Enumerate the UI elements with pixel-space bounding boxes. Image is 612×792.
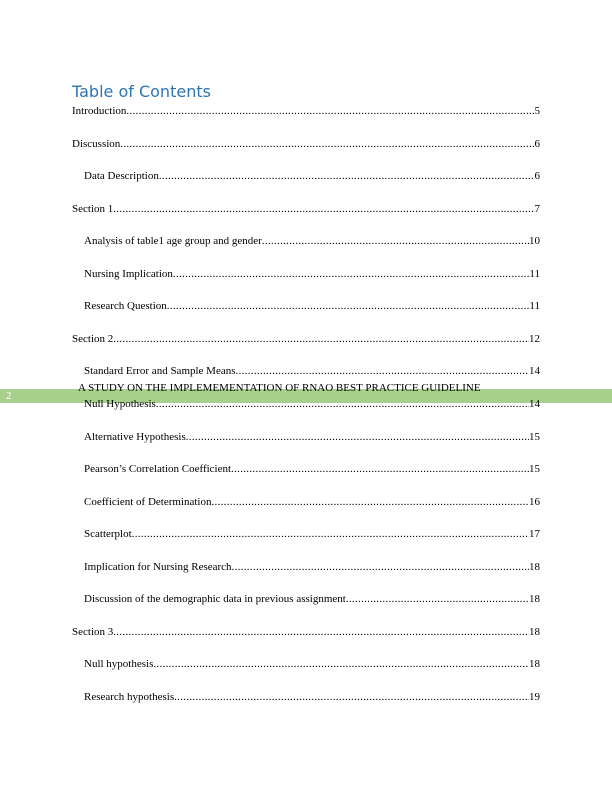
toc-leader-dots — [211, 495, 529, 509]
toc-entry-page: 19 — [529, 690, 540, 703]
toc-leader-dots — [126, 104, 534, 118]
toc-entry[interactable] — [84, 397, 540, 411]
toc-entry[interactable] — [84, 592, 540, 606]
toc-entry[interactable] — [72, 202, 540, 216]
toc-entry-page: 15 — [529, 463, 540, 476]
toc-entry[interactable] — [84, 169, 540, 183]
toc-entry-label: Section 2 — [72, 332, 114, 345]
toc-entry[interactable] — [84, 560, 540, 574]
toc-leader-dots — [113, 625, 529, 639]
toc-leader-dots — [156, 397, 529, 411]
toc-entry-page: 11 — [529, 267, 540, 280]
toc-entry-page: 6 — [534, 170, 540, 183]
toc-entry[interactable] — [84, 430, 540, 444]
toc-leader-dots — [173, 267, 530, 281]
toc-entry-page: 16 — [529, 495, 540, 508]
toc-leader-dots — [236, 364, 529, 378]
toc-leader-dots — [167, 299, 530, 313]
toc-leader-dots — [159, 169, 535, 183]
toc-entry-label: Introduction — [72, 105, 127, 117]
toc-entry-page: 18 — [529, 593, 540, 606]
toc-entry-page: 6 — [534, 137, 540, 150]
toc-entry-label: Discussion of the demographic data in previous assignment — [84, 593, 346, 606]
toc-entry-page: 18 — [529, 625, 540, 638]
toc-leader-dots — [132, 527, 529, 541]
toc-entry-label: Research hypothesis — [84, 690, 175, 703]
toc-leader-dots — [186, 430, 529, 444]
toc-entry-label: Nursing Implication — [84, 267, 173, 280]
toc-entry-page: 12 — [529, 332, 540, 345]
toc-leader-dots — [174, 690, 529, 704]
toc-entry[interactable] — [72, 625, 540, 639]
toc-title: Table of Contents — [72, 82, 211, 101]
toc-entry[interactable] — [84, 234, 540, 248]
toc-entry-label: Standard Error and Sample Means — [84, 365, 236, 378]
toc-entry[interactable] — [72, 104, 540, 118]
toc-leader-dots — [120, 137, 534, 151]
toc-entry-page: 18 — [529, 658, 540, 671]
toc-entry[interactable] — [84, 462, 540, 476]
toc-leader-dots — [153, 657, 529, 671]
toc-entry-label: Discussion — [72, 137, 121, 150]
toc-entry-label: Scatterplot — [84, 528, 132, 541]
toc-leader-dots — [262, 234, 529, 248]
toc-entry-label: Coefficient of Determination — [84, 495, 212, 508]
toc-entry-page: 11 — [529, 300, 540, 313]
toc-entry-label: Implication for Nursing Research — [84, 560, 232, 573]
toc-leader-dots — [113, 202, 534, 216]
toc-entry[interactable] — [84, 690, 540, 704]
toc-leader-dots — [346, 592, 529, 606]
toc-entry-page: 17 — [529, 528, 540, 541]
running-head: A STUDY ON THE IMPLEMEMENTATION OF RNAO BEST PRACTICE GUIDELINE — [78, 382, 481, 394]
toc-entry[interactable] — [72, 137, 540, 151]
page-number: 2 — [6, 390, 12, 402]
toc-entry[interactable] — [84, 267, 540, 281]
toc-entry-page: 18 — [529, 560, 540, 573]
toc-entry-label: Analysis of table1 age group and gender — [84, 235, 262, 248]
toc-entry[interactable] — [84, 657, 540, 671]
toc-leader-dots — [231, 462, 529, 476]
toc-leader-dots — [232, 560, 529, 574]
toc-entry-page: 15 — [529, 430, 540, 443]
toc-entry-label: Null hypothesis — [84, 658, 154, 671]
toc-entry-label: Section 3 — [72, 625, 114, 638]
toc-entry[interactable] — [84, 527, 540, 541]
toc-entry[interactable] — [72, 332, 540, 346]
toc-entry-label: Data Description — [84, 170, 159, 183]
toc-entry-page: 5 — [534, 105, 540, 117]
toc-entry-page: 14 — [529, 397, 540, 410]
toc-entry-page: 10 — [529, 235, 540, 248]
toc-entry-label: Section 1 — [72, 202, 114, 215]
toc-entry-label: Alternative Hypothesis — [84, 430, 186, 443]
toc-entry-label: Null Hypothesis — [84, 397, 156, 410]
toc-entry-label: Pearson’s Correlation Coefficient — [84, 463, 232, 476]
toc-entry[interactable] — [84, 364, 540, 378]
toc-entry[interactable] — [84, 495, 540, 509]
toc-entry-page: 7 — [534, 202, 540, 215]
toc-entry-page: 14 — [529, 365, 540, 378]
toc-entry[interactable] — [84, 299, 540, 313]
toc-leader-dots — [113, 332, 529, 346]
toc-entry-label: Research Question — [84, 300, 167, 313]
